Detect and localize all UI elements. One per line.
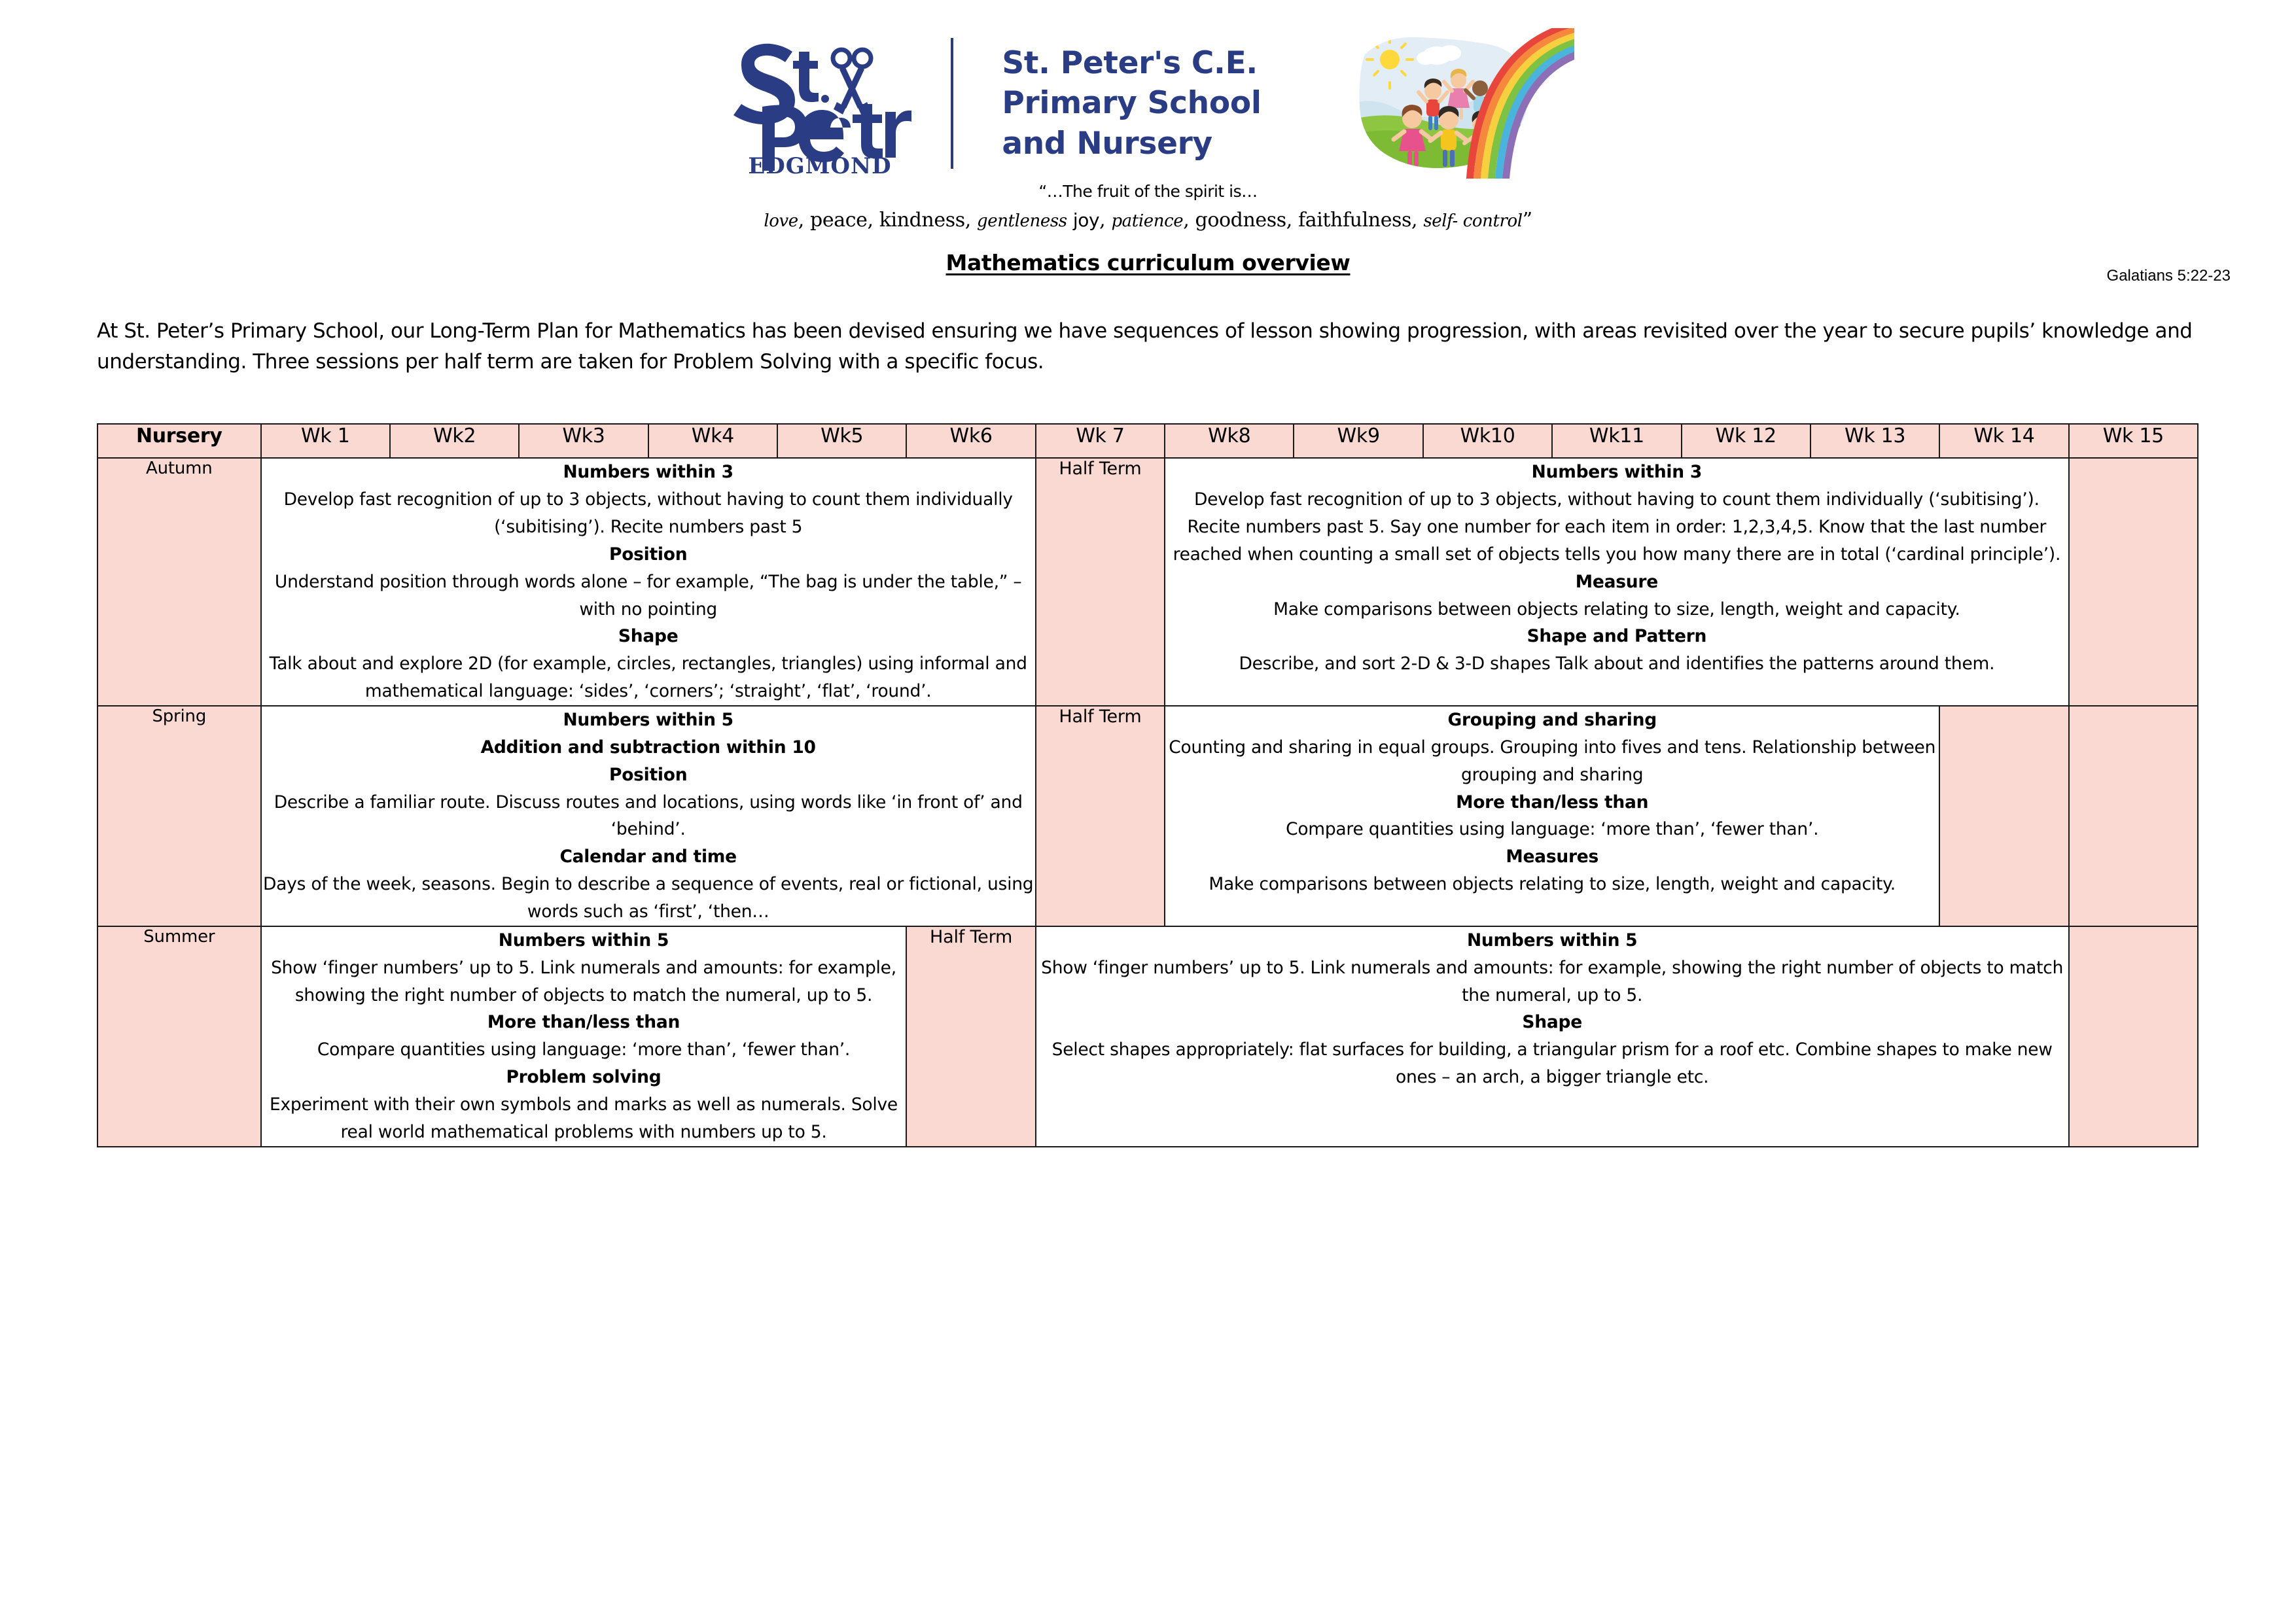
scripture-line-1: “…The fruit of the spirit is… [1038, 182, 1258, 201]
half-term-cell: Half Term [1036, 458, 1165, 706]
scripture-word-12: goodness [1195, 209, 1286, 232]
topic-heading: Calendar and time [559, 846, 737, 867]
empty-week-cell [1939, 706, 2068, 926]
topic-heading: Grouping and sharing [1447, 709, 1657, 730]
scripture-word-1: , [798, 209, 811, 232]
topic-heading: Measure [1575, 571, 1658, 592]
table-header-week-14: Wk 14 [1939, 424, 2068, 458]
topic-heading: Problem solving [506, 1067, 662, 1088]
topic-detail: Days of the week, seasons. Begin to describe a sequence of events, real or fictional, using words such as ‘first’, ‘then… [263, 874, 1034, 922]
table-body [97, 458, 2198, 1146]
table-header-week-8: Wk8 [1165, 424, 1294, 458]
table-row [97, 926, 2198, 1147]
topic-heading: Measures [1506, 846, 1599, 867]
table-header-week-2: Wk2 [390, 424, 519, 458]
topic-detail: Compare quantities using language: ‘more than’, ‘fewer than’. [317, 1039, 851, 1060]
header-divider [951, 38, 953, 169]
table-header-week-4: Wk4 [648, 424, 777, 458]
topic-detail: Talk about and explore 2D (for example, circles, rectangles, triangles) using informal and mathematical language: ‘sides’, ‘corners’; ‘straight’, ‘flat’, ‘round’. [269, 654, 1027, 702]
topic-detail: Counting and sharing in equal groups. Grouping into fives and tens. Relationship between grouping and sharing [1169, 737, 1936, 785]
school-name-line-2: Primary School [1002, 85, 1262, 122]
table-header-week-12: Wk 12 [1682, 424, 1810, 458]
topic-heading: Position [609, 764, 688, 785]
school-header-banner [0, 0, 2296, 177]
topic-detail: Experiment with their own symbols and marks as well as numerals. Solve real world mathematical problems with numbers up to 5. [269, 1094, 898, 1142]
topic-detail: Describe, and sort 2-D & 3-D shapes Talk about and identifies the patterns around them. [1239, 654, 1995, 674]
topic-heading: Numbers within 5 [1466, 930, 1638, 951]
curriculum-cell [261, 458, 1036, 706]
scripture-word-13: , [1286, 209, 1298, 232]
table-header-week-15: Wk 15 [2069, 424, 2198, 458]
topic-heading: Numbers within 5 [563, 709, 733, 730]
scripture-word-15: , [1411, 209, 1424, 232]
scripture-word-10: patience [1111, 211, 1184, 231]
topic-heading: More than/less than [1456, 792, 1649, 812]
curriculum-cell [1165, 706, 1939, 926]
scripture-word-3: , [867, 209, 879, 232]
scripture-word-7 [1067, 209, 1073, 232]
topic-detail: Make comparisons between objects relating to size, length, weight and capacity. [1273, 599, 1960, 620]
table-header-week-10: Wk10 [1423, 424, 1552, 458]
table-row [97, 458, 2198, 706]
curriculum-table-container [97, 423, 2199, 1147]
season-label-autumn: Autumn [97, 458, 261, 706]
scripture-reference: Galatians 5:22-23 [2106, 267, 2231, 285]
scripture-word-5: , [964, 209, 977, 232]
intro-paragraph: At St. Peter’s Primary School, our Long-Term Plan for Mathematics has been devised ensuring we have sequences of lesson showing progression, with areas revisited over the year to secure pupils’ knowledge and understanding. Three sessions per half term are taken for Problem Solving with a specific focus. [97, 319, 2193, 374]
topic-heading: Position [609, 544, 688, 565]
table-row [97, 706, 2198, 926]
table-header-week-13: Wk 13 [1810, 424, 1939, 458]
topic-heading: Numbers within 3 [1531, 462, 1703, 483]
half-term-cell: Half Term [1036, 706, 1165, 926]
season-label-spring: Spring [97, 706, 261, 926]
table-header-week-5: Wk5 [777, 424, 906, 458]
page-title: Mathematics curriculum overview [945, 250, 1351, 275]
table-header-week-7: Wk 7 [1036, 424, 1165, 458]
scripture-line-2 [0, 209, 2296, 232]
empty-week-cell [2069, 458, 2198, 706]
table-header-week-6: Wk6 [906, 424, 1035, 458]
topic-heading: Numbers within 3 [563, 462, 733, 483]
topic-heading: Numbers within 5 [498, 930, 669, 951]
season-label-summer: Summer [97, 926, 261, 1147]
school-name [1002, 43, 1261, 163]
scripture-quote [0, 182, 2296, 232]
table-header-week-3: Wk3 [519, 424, 648, 458]
topic-detail: Describe a familiar route. Discuss routes and locations, using words like ‘in front of’ and ‘behind’. [274, 792, 1023, 840]
table-header-week-11: Wk11 [1552, 424, 1681, 458]
topic-heading: Shape [618, 626, 679, 647]
curriculum-cell [1165, 458, 2069, 706]
school-name-line-3: and Nursery [1002, 125, 1212, 162]
curriculum-cell [261, 926, 907, 1147]
empty-week-cell [2069, 706, 2198, 926]
topic-heading: Shape [1522, 1012, 1582, 1033]
svg-text:EDGMOND: EDGMOND [748, 153, 892, 179]
topic-detail: Select shapes appropriately: flat surfaces for building, a triangular prism for a roof etc. Combine shapes to make new ones – an arch, a bigger triangle etc. [1051, 1039, 2053, 1088]
topic-detail: Show ‘finger numbers’ up to 5. Link numerals and amounts: for example, showing the right number of objects to match the numeral, up to 5. [1041, 957, 2064, 1005]
school-crest-logo [722, 28, 918, 179]
topic-heading: Addition and subtraction within 10 [480, 737, 816, 758]
empty-week-cell [2069, 926, 2198, 1147]
children-rainbow-illustration [1339, 28, 1574, 179]
scripture-word-4: kindness [879, 209, 965, 232]
table-header-week-1: Wk 1 [261, 424, 390, 458]
scripture-word-17: ” [1522, 209, 1532, 232]
curriculum-cell [1036, 926, 2069, 1147]
scripture-word-9: , [1099, 209, 1112, 232]
table-corner-label: Nursery [97, 424, 261, 458]
table-header-week-9: Wk9 [1294, 424, 1422, 458]
scripture-word-16: self- control [1423, 211, 1523, 231]
topic-detail: Understand position through words alone – for example, “The bag is under the table,” – with no pointing [274, 571, 1022, 620]
scripture-word-2: peace [810, 209, 868, 232]
table-header-row [97, 424, 2198, 458]
topic-heading: Shape and Pattern [1527, 626, 1707, 647]
scripture-word-11: , [1183, 209, 1195, 232]
topic-detail: Develop fast recognition of up to 3 objects, without having to count them individually (‘subitising’). Recite numbers past 5. Say one number for each item in order: 1,2,3,4,5. Know that the last number reached when counting a small set of objects tells you how many there are in total (‘cardinal principle’). [1173, 489, 2061, 565]
school-name-line-1: St. Peter's C.E. [1002, 45, 1258, 82]
curriculum-overview-table [97, 423, 2199, 1147]
scripture-word-0: love [764, 211, 798, 231]
topic-heading: More than/less than [487, 1012, 680, 1033]
curriculum-cell [261, 706, 1036, 926]
topic-detail: Compare quantities using language: ‘more than’, ‘fewer than’. [1286, 819, 1819, 840]
half-term-cell: Half Term [906, 926, 1035, 1147]
scripture-word-14: faithfulness [1298, 209, 1412, 232]
topic-detail: Show ‘finger numbers’ up to 5. Link numerals and amounts: for example, showing the right number of objects to match the numeral, up to 5. [271, 957, 896, 1005]
topic-detail: Make comparisons between objects relating to size, length, weight and capacity. [1209, 874, 1896, 895]
scripture-word-8: joy [1072, 209, 1100, 231]
topic-detail: Develop fast recognition of up to 3 objects, without having to count them individually (‘subitising’). Recite numbers past 5 [283, 489, 1013, 537]
scripture-word-6: gentleness [976, 211, 1067, 231]
